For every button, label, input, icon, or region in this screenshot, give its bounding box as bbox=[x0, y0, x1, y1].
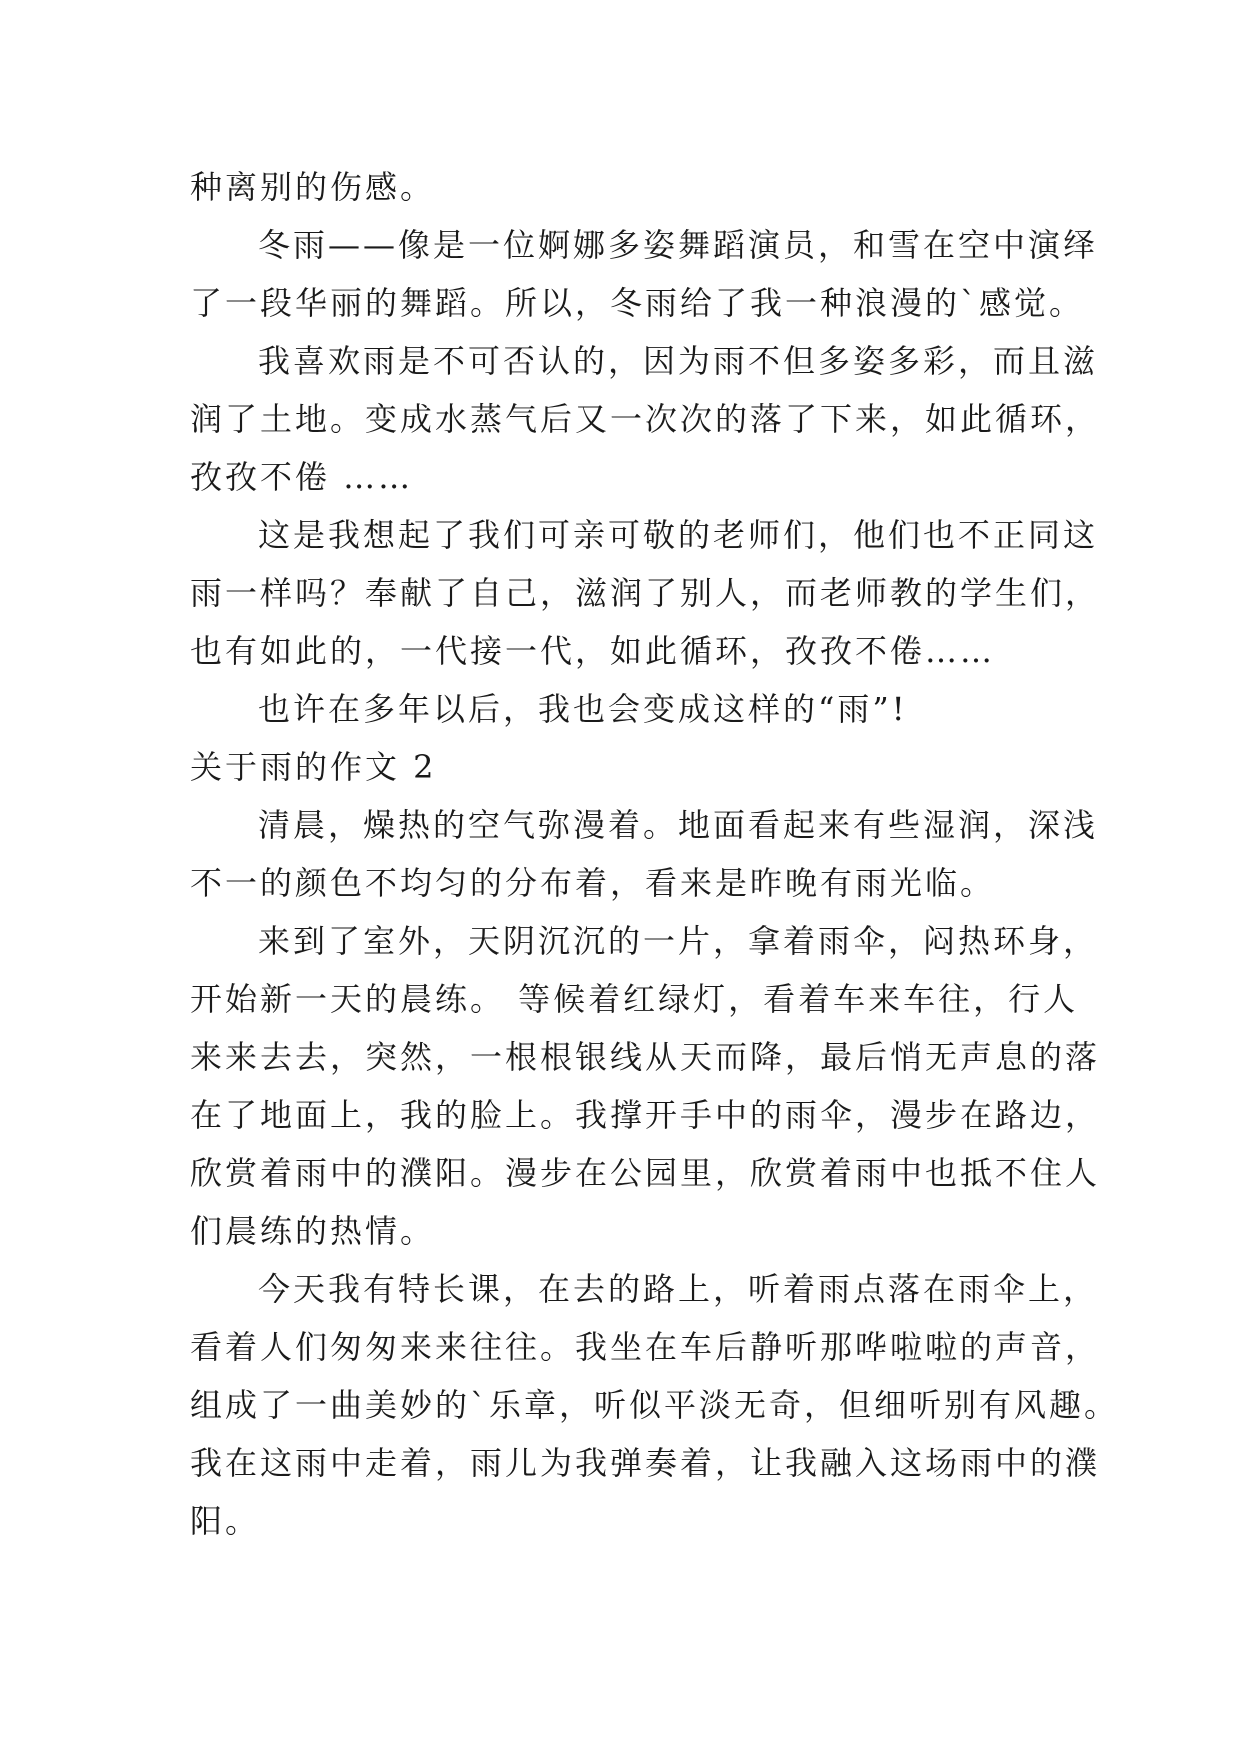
text-line: 也有如此的，一代接一代，如此循环，孜孜不倦…… bbox=[190, 632, 996, 670]
text-line: 来来去去，突然，一根根银线从天而降，最后悄无声息的落 bbox=[190, 1038, 1101, 1076]
text-line: 这是我想起了我们可亲可敬的老师们，他们也不正同这 bbox=[258, 516, 1099, 554]
text-line: 雨一样吗？奉献了自己，滋润了别人，而老师教的学生们， bbox=[190, 574, 1101, 612]
text-line: 在了地面上，我的脸上。我撑开手中的雨伞，漫步在路边， bbox=[190, 1096, 1101, 1134]
section-heading: 关于雨的作文 2 bbox=[190, 748, 437, 786]
text-line: 孜孜不倦 …… bbox=[190, 458, 414, 496]
text-line: 也许在多年以后，我也会变成这样的“雨”! bbox=[258, 690, 908, 728]
text-line: 开始新一天的晨练。 等候着红绿灯，看着车来车往，行人 bbox=[190, 980, 1079, 1018]
text-line: 组成了一曲美妙的`乐章，听似平淡无奇，但细听别有风趣。 bbox=[190, 1386, 1120, 1424]
text-line: 种离别的伤感。 bbox=[190, 168, 436, 206]
text-line: 清晨，燥热的空气弥漫着。地面看起来有些湿润，深浅 bbox=[258, 806, 1099, 844]
text-line: 欣赏着雨中的濮阳。漫步在公园里，欣赏着雨中也抵不住人 bbox=[190, 1154, 1101, 1192]
text-line: 阳。 bbox=[190, 1502, 261, 1540]
text-line: 我在这雨中走着，雨儿为我弹奏着，让我融入这场雨中的濮 bbox=[190, 1444, 1101, 1482]
essay-body bbox=[190, 158, 1120, 1550]
text-line: 我喜欢雨是不可否认的，因为雨不但多姿多彩，而且滋 bbox=[258, 342, 1099, 380]
text-line: 们晨练的热情。 bbox=[190, 1212, 436, 1250]
text-line: 来到了室外，天阴沉沉的一片，拿着雨伞，闷热环身， bbox=[258, 922, 1099, 960]
text-line: 看着人们匆匆来来往往。我坐在车后静听那哗啦啦的声音， bbox=[190, 1328, 1101, 1366]
text-line: 冬雨——像是一位婀娜多姿舞蹈演员，和雪在空中演绎 bbox=[258, 226, 1099, 264]
text-line: 不一的颜色不均匀的分布着，看来是昨晚有雨光临。 bbox=[190, 864, 996, 902]
text-line: 了一段华丽的舞蹈。所以，冬雨给了我一种浪漫的`感觉。 bbox=[190, 284, 1085, 322]
text-line: 润了土地。变成水蒸气后又一次次的落了下来，如此循环， bbox=[190, 400, 1101, 438]
text-line: 今天我有特长课，在去的路上，听着雨点落在雨伞上， bbox=[258, 1270, 1099, 1308]
